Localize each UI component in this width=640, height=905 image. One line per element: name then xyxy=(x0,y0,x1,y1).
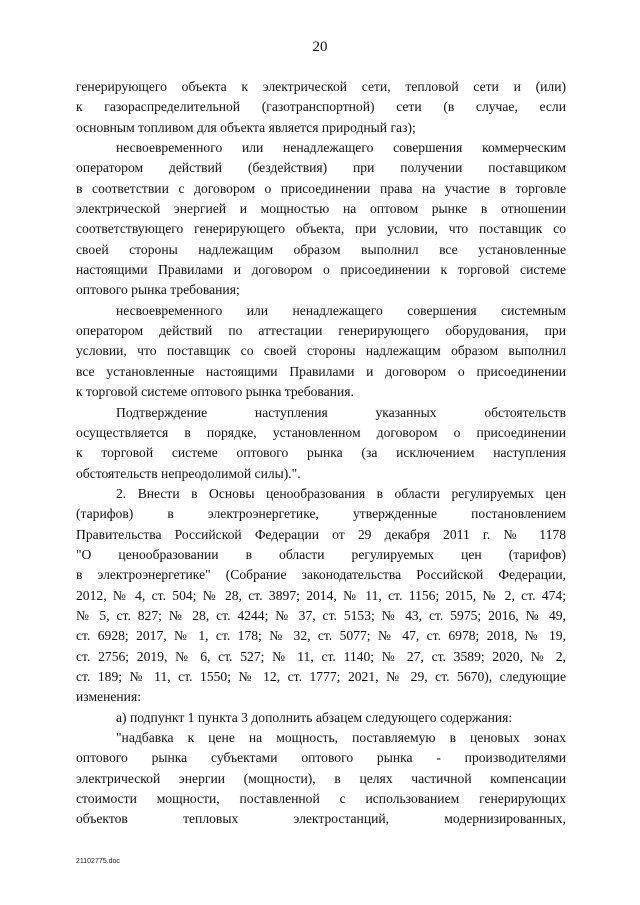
text-line: стоимости мощности, поставленной с использованием генерирующих xyxy=(76,791,566,807)
text-line: основным топливом для объекта является природный газ); xyxy=(76,119,416,135)
text-line: а) подпункт 1 пункта 3 дополнить абзацем следующего содержания: xyxy=(116,709,513,725)
text-line: "надбавка к цене на мощность, поставляемую в ценовых зонах xyxy=(116,730,566,745)
text-line: изменения: xyxy=(76,689,141,705)
document-body xyxy=(76,77,566,830)
text-line: "О ценообразовании в области регулируемых цен (тарифов) xyxy=(76,546,566,562)
text-line: 2012, № 4, ст. 504; № 28, ст. 3897; 2014, № 11, ст. 1156; 2015, № 2, ст. 474; xyxy=(76,587,566,603)
page-number: 20 xyxy=(312,39,328,55)
text-line: к торговой системе оптового рынка требования. xyxy=(76,384,354,400)
text-line: № 5, ст. 827; № 28, ст. 4244; № 37, ст. 5153; № 43, ст. 5975; 2016, № 49, xyxy=(76,607,566,623)
text-line: настоящими Правилами и договором о присоединении к торговой системе xyxy=(76,262,566,278)
text-line: все установленные настоящими Правилами и договором о присоединении xyxy=(76,363,566,379)
text-line: ст. 6928; 2017, № 1, ст. 178; № 32, ст. 5077; № 47, ст. 6978; 2018, № 19, xyxy=(76,628,566,644)
text-line: (тарифов) в электроэнергетике, утвержденные постановлением xyxy=(76,506,566,522)
document-footer-filename: 21102775.doc xyxy=(76,858,120,865)
text-line: в электроэнергетике" (Собрание законодательства Российской Федерации, xyxy=(76,567,566,583)
text-line: электрической энергии (мощности), в целях частичной компенсации xyxy=(76,770,566,786)
text-line: своей стороны надлежащим образом выполнил все установленные xyxy=(76,241,566,257)
text-line: несвоевременного или ненадлежащего совершения коммерческим xyxy=(116,140,566,156)
text-line: к газораспределительной (газотранспортной) сети (в случае, если xyxy=(76,99,566,115)
text-line: оператором действий (бездействия) при получении поставщиком xyxy=(76,160,566,176)
text-line: несвоевременного или ненадлежащего совершения системным xyxy=(116,302,566,318)
text-line: условии, что поставщик со своей стороны надлежащим образом выполнил xyxy=(76,343,566,359)
text-line: обстоятельств непреодолимой силы).". xyxy=(76,465,301,481)
text-line: Правительства Российской Федерации от 29 декабря 2011 г. № 1178 xyxy=(76,526,566,542)
text-line: оператором действий по аттестации генерирующего оборудования, при xyxy=(76,323,566,339)
text-line: генерирующего объекта к электрической сети, тепловой сети и (или) xyxy=(76,79,566,94)
text-line: в соответствии с договором о присоединении права на участие в торговле xyxy=(76,180,566,196)
text-line: осуществляется в порядке, установленном договором о присоединении xyxy=(76,424,566,440)
text-line: оптового рынка субъектами оптового рынка - производителями xyxy=(76,750,566,766)
text-line: объектов тепловых электростанций, модернизированных, xyxy=(76,811,566,827)
text-line: ст. 2756; 2019, № 6, ст. 527; № 11, ст. 1140; № 27, ст. 3589; 2020, № 2, xyxy=(76,648,566,664)
text-line: оптового рынка требования; xyxy=(76,282,240,298)
text-line: электрической энергией и мощностью на оптовом рынке в отношении xyxy=(76,201,566,217)
text-line: Подтверждение наступления указанных обстоятельств xyxy=(116,404,566,420)
text-line: 2. Внести в Основы ценообразования в области регулируемых цен xyxy=(116,485,566,501)
text-line: ст. 189; № 11, ст. 1550; № 12, ст. 1777; 2021, № 29, ст. 5670), следующие xyxy=(76,668,566,684)
text-line: соответствующего генерирующего объекта, при условии, что поставщик со xyxy=(76,221,566,237)
text-line: к торговой системе оптового рынка (за исключением наступления xyxy=(76,445,566,461)
